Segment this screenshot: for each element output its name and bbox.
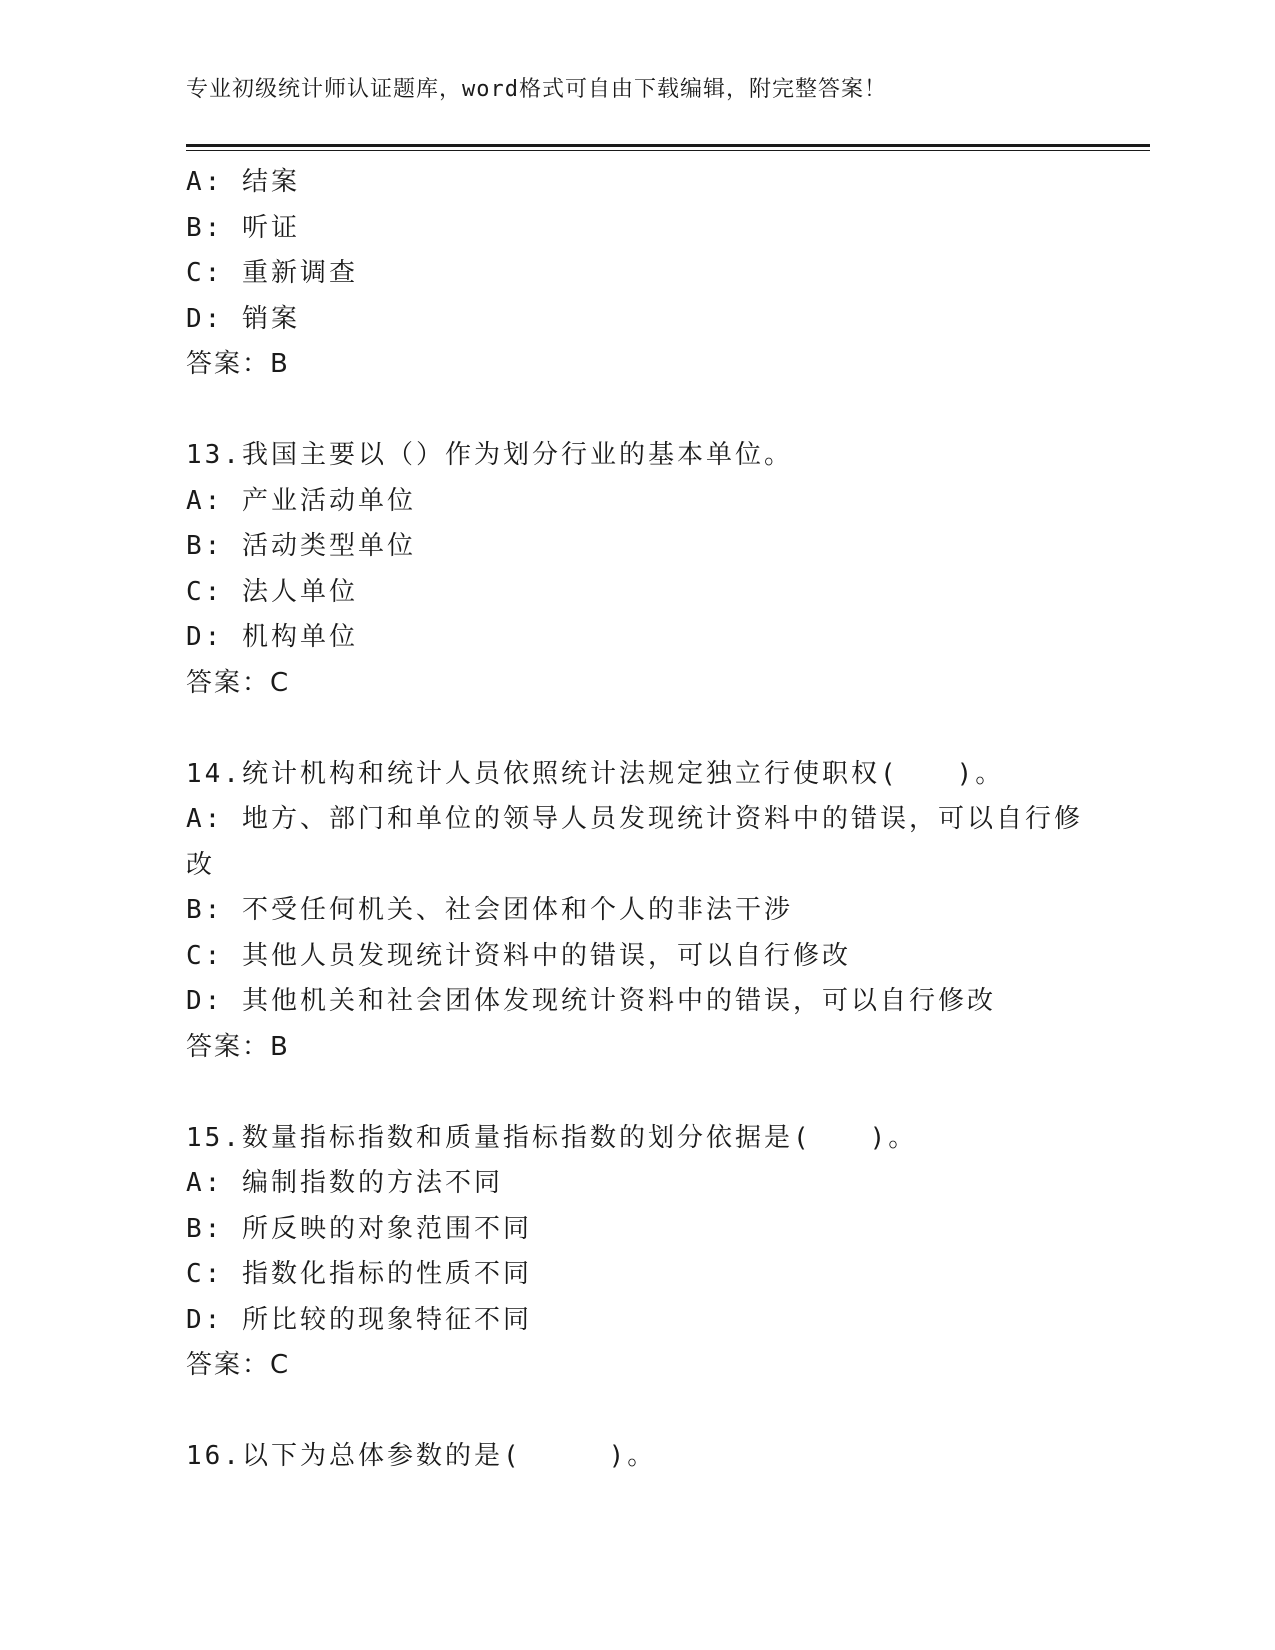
option-a: A: 结案 bbox=[186, 167, 300, 197]
option-b: B: 所反映的对象范围不同 bbox=[186, 1213, 532, 1244]
option-a: A: 产业活动单位 bbox=[186, 485, 416, 516]
question-stem: 16.以下为总体参数的是( )。 bbox=[186, 1441, 657, 1471]
question-block-16 bbox=[186, 1434, 1086, 1480]
answer-line: 答案：C bbox=[186, 1350, 291, 1380]
option-c: C: 指数化指标的性质不同 bbox=[186, 1259, 532, 1289]
header-rule-thick bbox=[186, 144, 1150, 147]
option-a-continued: 改 bbox=[186, 849, 216, 880]
question-block-14 bbox=[186, 752, 1086, 1071]
spacer bbox=[186, 706, 1086, 752]
question-stem: 14.统计机构和统计人员依照统计法规定独立行使职权( )。 bbox=[186, 758, 1005, 789]
option-b: B: 听证 bbox=[186, 212, 300, 243]
header-rule-thin bbox=[186, 150, 1150, 151]
question-block-13 bbox=[186, 433, 1086, 706]
question-stem: 13.我国主要以（）作为划分行业的基本单位。 bbox=[186, 440, 793, 470]
question-block-15 bbox=[186, 1116, 1086, 1389]
spacer bbox=[186, 1070, 1086, 1116]
option-b: B: 活动类型单位 bbox=[186, 531, 416, 561]
option-d: D: 机构单位 bbox=[186, 622, 358, 652]
option-a: A: 编制指数的方法不同 bbox=[186, 1168, 503, 1198]
option-c: C: 法人单位 bbox=[186, 576, 358, 607]
answer-line: 答案：B bbox=[186, 349, 290, 379]
page-header: 专业初级统计师认证题库，word格式可自由下载编辑，附完整答案！ bbox=[186, 77, 887, 102]
option-c: C: 其他人员发现统计资料中的错误，可以自行修改 bbox=[186, 940, 851, 971]
answer-line: 答案：C bbox=[186, 667, 291, 698]
option-d: D: 其他机关和社会团体发现统计资料中的错误，可以自行修改 bbox=[186, 986, 996, 1016]
question-list bbox=[186, 160, 1086, 1480]
option-d: D: 销案 bbox=[186, 303, 300, 334]
option-c: C: 重新调查 bbox=[186, 258, 358, 288]
spacer bbox=[186, 388, 1086, 434]
answer-line: 答案：B bbox=[186, 1031, 290, 1062]
question-block-prev bbox=[186, 160, 1086, 388]
option-d: D: 所比较的现象特征不同 bbox=[186, 1304, 532, 1335]
option-a: A: 地方、部门和单位的领导人员发现统计资料中的错误，可以自行修 bbox=[186, 804, 1083, 834]
spacer bbox=[186, 1389, 1086, 1435]
option-b: B: 不受任何机关、社会团体和个人的非法干涉 bbox=[186, 895, 793, 925]
question-stem: 15.数量指标指数和质量指标指数的划分依据是( )。 bbox=[186, 1122, 918, 1153]
